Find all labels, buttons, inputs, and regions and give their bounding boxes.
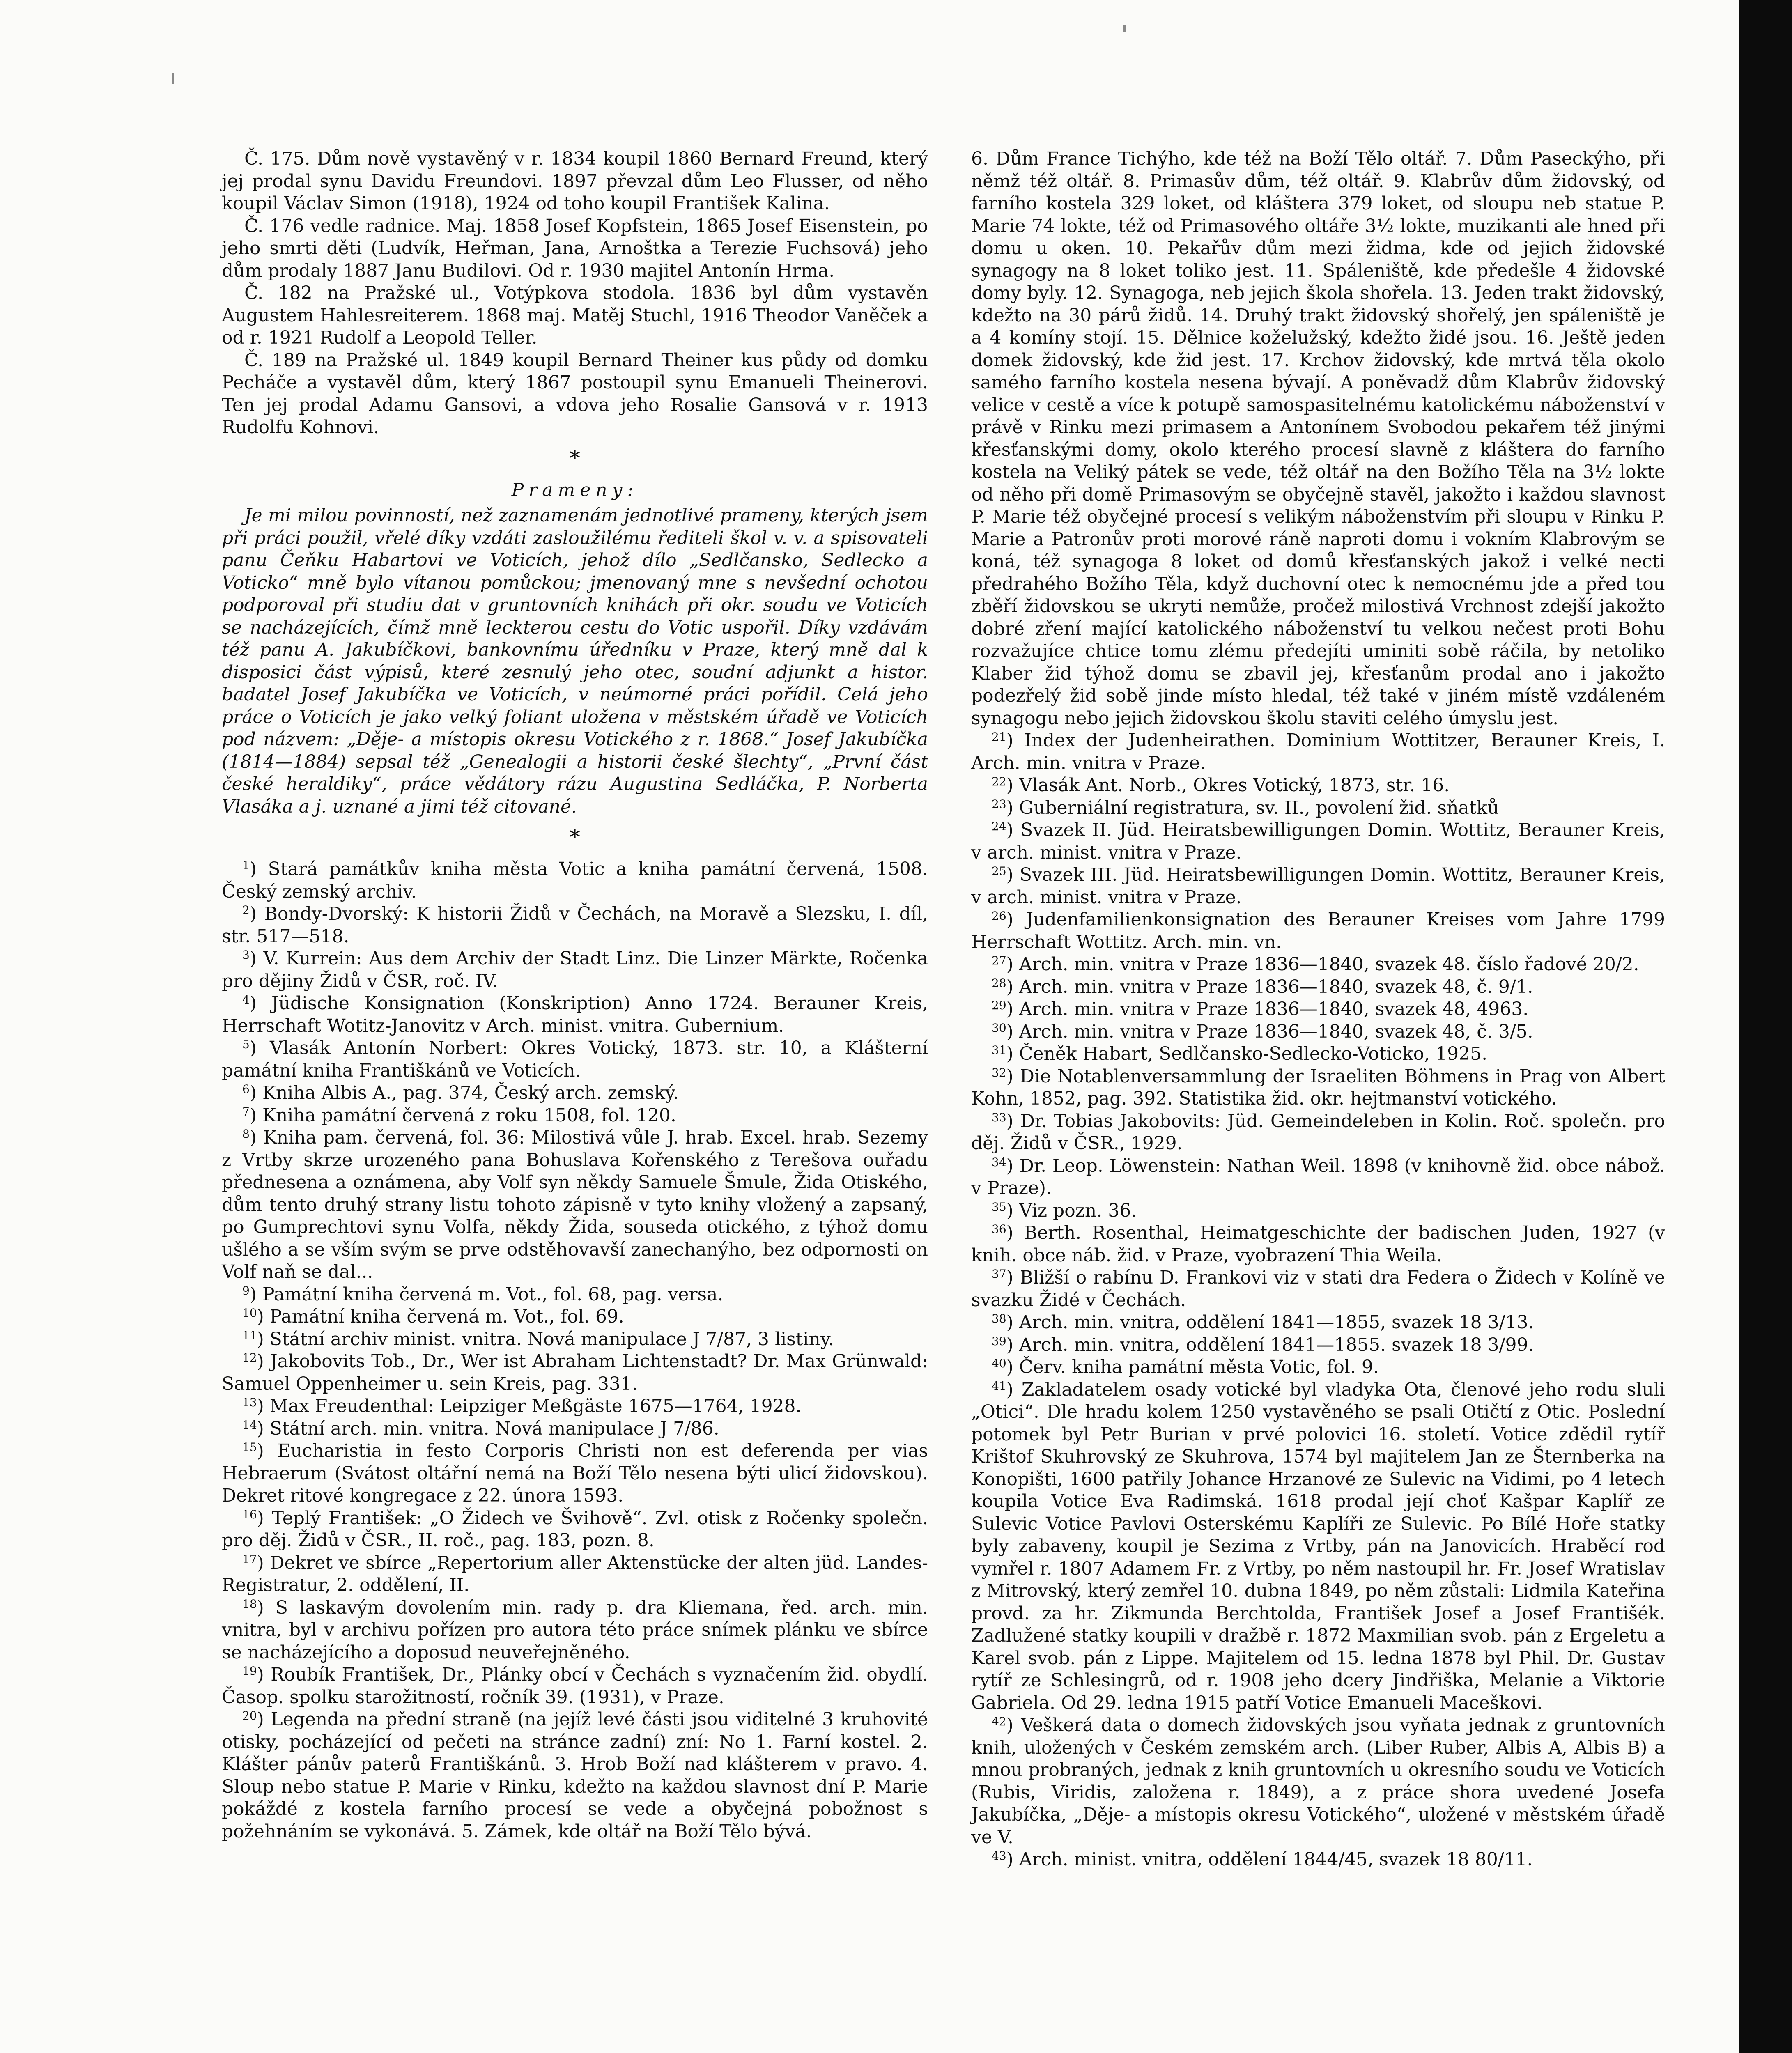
sources-text: Je mi milou povinností, než zaznamenám jednotlivé prameny, kterých jsem při práci použil, vřelé díky vzdáti zasloužilému řediteli škol v. v. a spisovateli panu Čeňku Habartovi ve Voticích, jehož dílo „Sedlčansko, Sedlecko a Voticko“ mně bylo vítanou pomůckou; jmenovaný mne s nevšední ochotou podporoval při studiu dat v gruntovních knihách při okr. soudu ve Voticích se nacházejících, čímž mně leckterou cestu do Votic uspořil. Díky vzdávám též panu A. Jakubíčkovi, bankovnímu úředníku v Praze, který mně dal k disposici část výpisů, které zesnulý jeho otec, soudní adjunkt a histor. badatel Josef Jakubíčka ve Voticích, v neúmorné práci pořídil. Celá jeho práce o Voticích je jako velký foliant uložena v městském úřadě ve Voticích pod názvem: „Děje- a místopis okresu Votického z r. 1868.“ Josef Jakubíčka (1814—1884) sepsal též „Genealogii a historii české šlechty“, „První část české heraldiky“, práce vědátory rázu Augustina Sedláčka, P. Norberta Vlasáka a j. uznané a jimi též citované.	[222, 505, 928, 817]
right-column	[971, 148, 1665, 1871]
footnote: $^{43}$) Arch. minist. vnitra, oddělení 1844/45, svazek 18 80/11.	[992, 1849, 1533, 1870]
footnote: $^2$) Bondy-Dvorský: K historii Židů v Čechách, na Moravě a Slezsku, I. díl, str. 517—518.	[222, 903, 928, 947]
footnote: $^{21}$) Index der Judenheirathen. Dominium Wottitzer, Berauner Kreis, I. Arch. min. vnitra v Praze.	[971, 730, 1665, 774]
footnote: $^{38}$) Arch. min. vnitra, oddělení 1841—1855, svazek 18 3/13.	[992, 1312, 1534, 1333]
footnote: $^{12}$) Jakobovits Tob., Dr., Wer ist Abraham Lichtenstadt? Dr. Max Grünwald: Samuel Oppenheimer u. sein Kreis, pag. 331.	[222, 1351, 928, 1394]
footnote: $^{17}$) Dekret ve sbírce „Repertorium aller Aktenstücke der alten jüd. Landes-Registratur, 2. oddělení, II.	[222, 1552, 928, 1596]
footnote: $^1$) Stará památkův kniha města Votic a kniha památní červená, 1508. Český zemský archiv.	[222, 859, 928, 902]
footnote: $^{22}$) Vlasák Ant. Norb., Okres Votický, 1873, str. 16.	[992, 775, 1450, 796]
footnote: $^9$) Památní kniha červená m. Vot., fol. 68, pag. versa.	[242, 1284, 724, 1305]
footnote: $^{29}$) Arch. min. vnitra v Praze 1836—1840, svazek 48, 4963.	[992, 999, 1529, 1020]
footnote: $^{20}$) Legenda na přední straně (na jejíž levé části jsou viditelné 3 kruhovité otisky, pocházející od pečeti na stránce zadní) zní: No 1. Farní kostel. 2. Klášter pánův paterů Františkánů. 3. Hrob Boží nad klášterem v pravo. 4. Sloup nebo statue P. Marie v Rinku, kdežto na každou slavnost dní P. Marie pokáždé z kostela farního procesí se vede a obyčejná pobožnost s požehnáním se vykonává. 5. Zámek, kde oltář na Boží Tělo bývá.	[222, 1709, 928, 1842]
footnote: $^{39}$) Arch. min. vnitra, oddělení 1841—1855. svazek 18 3/99.	[992, 1334, 1534, 1355]
footnote: $^{41}$) Zakladatelem osady votické byl vladyka Ota, členové jeho rodu sluli „Otici“. Dle hradu kolem 1250 vystavěného se psali Otičtí z Otic. Poslední potomek byl Petr Burian v prvé polovici 16. století. Votice zdědil rytíř Krištof Skuhrovský ze Skuhrova, 1574 byl majitelem Jan ze Šternberka na Konopišti, 1600 patřily Johance Hrzanové ze Sulevic na Vidimi, po 4 letech koupila Votice Eva Radimská. 1618 prodal její choť Kašpar Kaplíř ze Sulevic Votice Pavlovi Osterskému Kaplíři ze Sulevic. Po Bílé Hoře statky byly zabaveny, koupil je Sezima z Vrtby, pán na Janovicích. Hraběcí rod vymřel r. 1807 Adamem Fr. z Vrtby, po něm nastoupil hr. Fr. Josef Wratislav z Mitrovský, který zemřel 10. dubna 1849, po něm zůstali: Lidmila Kateřina provd. za hr. Zikmunda Berchtolda, František Josef a Josef Františék. Zadlužené statky koupili v dražbě r. 1872 Maxmilian svob. pán z Ergeletu a Karel svob. pán z Lippe. Majitelem od 15. ledna 1878 byl Phil. Dr. Gustav rytíř ze Schlesingrů, od r. 1908 jeho dcery Jindřiška, Melanie a Viktorie Gabriela. Od 29. ledna 1915 patří Votice Emanueli Maceškovi.	[971, 1379, 1666, 1713]
footnote: $^{24}$) Svazek II. Jüd. Heiratsbewilligungen Domin. Wottitz, Berauner Kreis, v arch. minist. vnitra v Praze.	[971, 820, 1665, 863]
footnote: $^{11}$) Státní archiv minist. vnitra. Nová manipulace J 7/87, 3 listiny.	[242, 1328, 834, 1350]
footnote: $^8$) Kniha pam. červená, fol. 36: Milostivá vůle J. hrab. Excel. hrab. Sezemy z Vrtby skrze urozeného pana Bohuslava Kořenského z Terešova ouřadu přednesena a oznámena, aby Volf syn někdy Samuele Šmule, Žida Otiského, dům tento druhý strany listu tohoto zápisně v tyto knihy vložený a zapsaný, po Gumprechtovi synu Volfa, někdy Žida, souseda otického, z týhož domu ušlého a se vším svým se prve odstěhovavší zanechanýho, bez odpornosti on Volf naň se dal...	[222, 1127, 928, 1282]
footnote: $^7$) Kniha památní červená z roku 1508, fol. 120.	[242, 1105, 676, 1126]
sources-heading: Prameny:	[511, 479, 639, 501]
footnote: $^{19}$) Roubík František, Dr., Plánky obcí v Čechách s vyznačením žid. obydlí. Časop. spolku starožitností, ročník 39. (1931), v Praze.	[222, 1664, 928, 1708]
footnote: $^4$) Jüdische Konsignation (Konskription) Anno 1724. Berauner Kreis, Herrschaft Wotitz-Janovitz v Arch. minist. vnitra. Gubernium.	[222, 993, 928, 1036]
footnote: $^{30}$) Arch. min. vnitra v Praze 1836—1840, svazek 48, č. 3/5.	[992, 1021, 1533, 1042]
property-entry: Č. 182 na Pražské ul., Votýpkova stodola. 1836 byl dům vystavěn Augustem Hahlesreiterem. 1868 maj. Matěj Stuchl, 1916 Theodor Vaněček a od r. 1921 Rudolf a Leopold Teller.	[222, 282, 928, 348]
footnote: $^{40}$) Červ. kniha památní města Votic, fol. 9.	[992, 1357, 1379, 1378]
footnote: $^{27}$) Arch. min. vnitra v Praze 1836—1840, svazek 48. číslo řadové 20/2.	[992, 954, 1639, 975]
footnote: $^{31}$) Čeněk Habart, Sedlčansko-Sedlecko-Voticko, 1925.	[992, 1043, 1488, 1064]
scan-border	[1739, 0, 1792, 2053]
legend-continuation: 6. Dům France Tichýho, kde též na Boží Tělo oltář. 7. Dům Paseckýho, při němž též oltář. 8. Primasův dům, též oltář. 9. Klabrův dům židovský, od farního kostela 329 loket, od kláštera 379 loket, od sloupu neb statue P. Marie 74 lokte, též od Primasového oltáře 3½ lokte, muzikanti ale hned při domu u oken. 10. Pekařův dům mezi židma, kde od jejich židovské synagogy na 8 loket toliko jest. 11. Spáleniště, kde předešle 4 židovské domy byly. 12. Synagoga, neb jejich škola shořela. 13. Jeden trakt židovský, kdežto na 30 párů židů. 14. Druhý trakt židovský shořelý, jen spáleniště je a 4 komíny stojí. 15. Dělnice koželužský, kdežto židé jsou. 16. Ještě jeden domek židovský, kde žid jest. 17. Krchov židovský, kde mrtvá těla okolo samého farního kostela nesena bývají. A poněvadž dům Klabrův židovský velice v cestě a více k potupě samospasitelnému katolickému náboženství v právě v Rinku mezi primasem a Antonínem Svobodou pekařem též jinými křesťanskými domy, okolo kterého procesí slavně z kláštera do farního kostela na Veliký pátek se vede, též oltář na den Božího Těla na 3½ lokte od něho při domě Primasovým se obyčejně stavěl, jakožto i každou slavnost P. Marie též obyčejné procesí s velikým náboženstvím při sloupu v Rinku P. Marie a Patronův proti morové ráně naproti domu i vokním Klabrovým se koná, též synagoga 8 loket od domů křesťanských jakož i velké necti předrahého Božího Těla, když duchovní otec k nemocnému jde a před tou zběří židovskou se ukryti nemůže, pročež milostivá Vrchnost zdejší jakožto dobré zření mající katolického náboženství tu velkou nečest proti Bohu rozvažujíce chtice tomu zlému předejíti uminiti sobě ráčila, by netoliko Klaber žid týhož domu se zbavil jej, křesťanům prodal ano i jakožto podezřelý žid sobě jinde místo hledal, též také v jiném místě vzdáleném synagogu nebo jejich židovskou školu staviti celého úmyslu jest.	[971, 148, 1665, 729]
footnote: $^{28}$) Arch. min. vnitra v Praze 1836—1840, svazek 48, č. 9/1.	[992, 976, 1533, 997]
footnote: $^{33}$) Dr. Tobias Jakobovits: Jüd. Gemeindeleben in Kolin. Roč. společn. pro děj. Židů v ČSR., 1929.	[971, 1110, 1665, 1154]
footnote: $^{14}$) Státní arch. min. vnitra. Nová manipulace J 7/86.	[242, 1418, 719, 1439]
footnote: $^{25}$) Svazek III. Jüd. Heiratsbewilligungen Domin. Wottitz, Berauner Kreis, v arch. minist. vnitra v Praze.	[971, 864, 1665, 908]
footnote: $^{36}$) Berth. Rosenthal, Heimatgeschichte der badischen Juden, 1927 (v knih. obce náb. žid. v Praze, vyobrazení Thia Weila.	[971, 1222, 1665, 1266]
section-separator: *	[570, 446, 580, 471]
property-entry: Č. 189 na Pražské ul. 1849 koupil Bernard Theiner kus půdy od domku Pecháče a vystavěl dům, který 1867 postoupil synu Emanueli Theinerovi. Ten jej prodal Adamu Gansovi, a vdova jeho Rosalie Gansová v r. 1913 Rudolfu Kohnovi.	[222, 349, 928, 438]
footnote: $^{18}$) S laskavým dovolením min. rady p. dra Kliemana, řed. arch. min. vnitra, byl v archivu pořízen pro autora této práce snímek plánku ve sbírce se nacházejícího a doposud neuveřejněného.	[222, 1597, 928, 1663]
footnote: $^5$) Vlasák Antonín Norbert: Okres Votický, 1873. str. 10, a Klášterní památní kniha Františkánů ve Voticích.	[222, 1038, 928, 1081]
footnote: $^{34}$) Dr. Leop. Löwenstein: Nathan Weil. 1898 (v knihovně žid. obce nábož. v Praze).	[971, 1155, 1665, 1199]
footnote: $^{42}$) Veškerá data o domech židovských jsou vyňata jednak z gruntovních knih, uložených v Českém zemském arch. (Liber Ruber, Albis A, Albis B) a mnou probraných, jednak z knih gruntovních u okresního soudu ve Voticích (Rubis, Viridis, založena r. 1849), a z práce shora uvedené Josefa Jakubíčka, „Děje- a místopis okresu Votického“, uložené v městském úřadě ve V.	[971, 1715, 1665, 1848]
property-entry: Č. 176 vedle radnice. Maj. 1858 Josef Kopfstein, 1865 Josef Eisenstein, po jeho smrti děti (Ludvík, Heřman, Jana, Arnoštka a Terezie Fuchsová) jeho dům prodaly 1887 Janu Budilovi. Od r. 1930 majitel Antonín Hrma.	[222, 215, 928, 281]
left-column	[222, 148, 928, 1843]
property-entry: Č. 175. Dům nově vystavěný v r. 1834 koupil 1860 Bernard Freund, který jej prodal synu Davidu Freundovi. 1897 převzal dům Leo Flusser, od něho koupil Václav Simon (1918), 1924 od toho koupil František Kalina.	[222, 148, 928, 214]
footnote: $^3$) V. Kurrein: Aus dem Archiv der Stadt Linz. Die Linzer Märkte, Ročenka pro dějiny Židů v ČSR, roč. IV.	[222, 948, 928, 992]
footnote: $^{37}$) Bližší o rabínu D. Frankovi viz v stati dra Federa o Židech v Kolíně ve svazku Židé v Čechách.	[971, 1267, 1665, 1311]
footnote: $^6$) Kniha Albis A., pag. 374, Český arch. zemský.	[242, 1082, 679, 1103]
footnote: $^{16}$) Teplý František: „O Židech ve Švihově“. Zvl. otisk z Ročenky společn. pro děj. Židů v ČSR., II. roč., pag. 183, pozn. 8.	[222, 1507, 928, 1551]
footnote: $^{15}$) Eucharistia in festo Corporis Christi non est deferenda per vias Hebraerum (Svátost oltářní nemá na Boží Tělo nesena býti ulicí židovskou). Dekret ritové kongregace z 22. února 1593.	[222, 1440, 928, 1506]
scan-mark	[172, 73, 174, 84]
footnote: $^{13}$) Max Freudenthal: Leipziger Meßgäste 1675—1764, 1928.	[242, 1396, 802, 1417]
footnote: $^{26}$) Judenfamilienkonsignation des Berauner Kreises vom Jahre 1799 Herrschaft Wottitz. Arch. min. vn.	[971, 909, 1666, 953]
footnote: $^{32}$) Die Notablenversammlung der Israeliten Böhmens in Prag von Albert Kohn, 1852, pag. 392. Statistika žid. okr. hejtmanství votického.	[971, 1066, 1665, 1109]
footnote: $^{35}$) Viz pozn. 36.	[992, 1200, 1137, 1221]
section-separator: *	[570, 825, 580, 850]
footnote: $^{10}$) Památní kniha červená m. Vot., fol. 69.	[242, 1306, 624, 1327]
footnote: $^{23}$) Guberniální registratura, sv. II., povolení žid. sňatků	[992, 797, 1499, 818]
scan-mark	[1123, 25, 1126, 32]
